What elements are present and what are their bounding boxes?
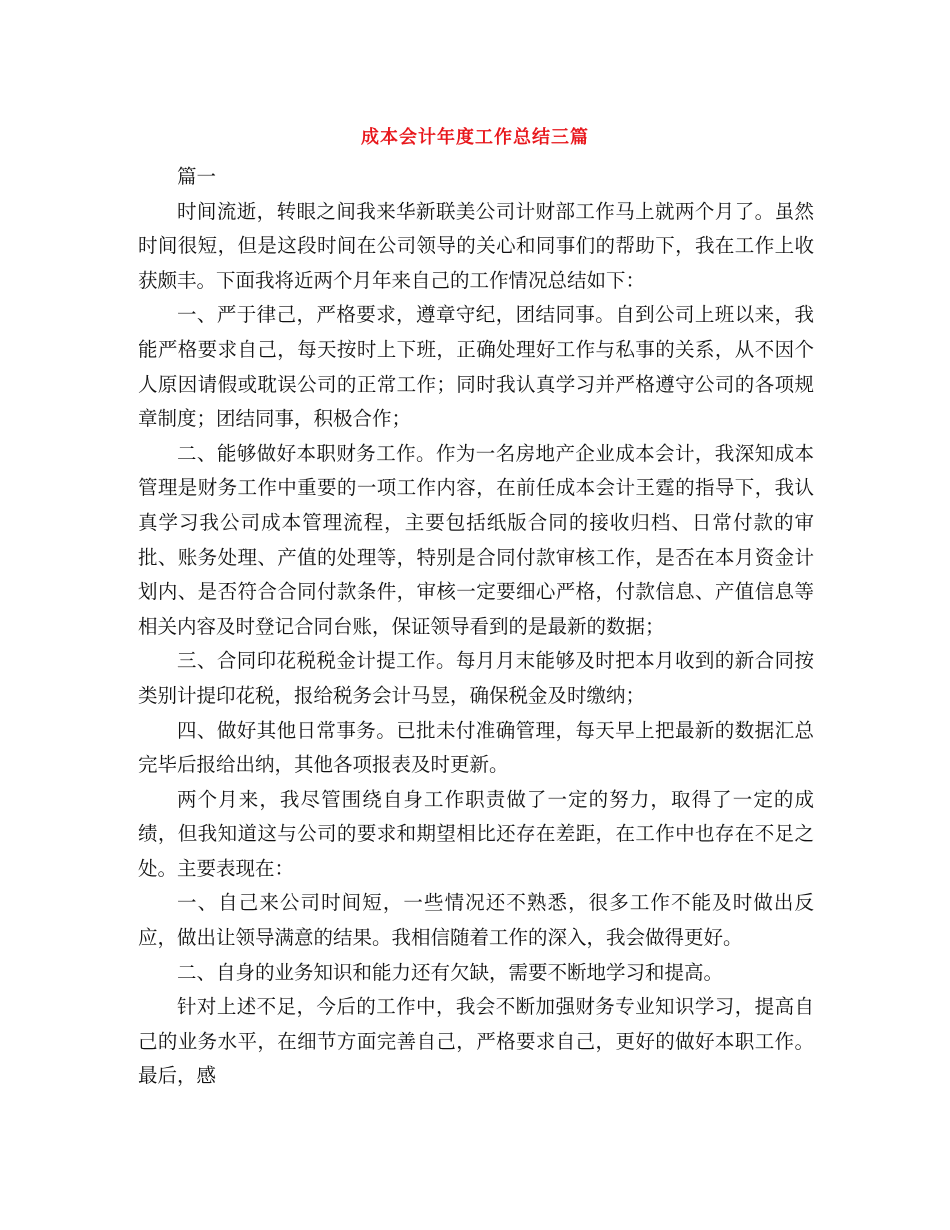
paragraph-item-4: 四、做好其他日常事务。已批未付准确管理，每天早上把最新的数据汇总完毕后报给出纳，其他各项报表及时更新。 [138,718,814,777]
paragraph-intro: 时间流逝，转眼之间我来华新联美公司计财部工作马上就两个月了。虽然时间很短，但是这段时间在公司领导的关心和同事们的帮助下，我在工作上收获颇丰。下面我将近两个月年来自己的工作情况总结如下： [138,199,814,292]
paragraph-shortcoming-1: 一、自己来公司时间短，一些情况还不熟悉，很多工作不能及时做出反应，做出让领导满意的结果。我相信随着工作的深入，我会做得更好。 [138,891,814,950]
document-title: 成本会计年度工作总结三篇 [361,127,589,148]
paragraph-item-3: 三、合同印花税税金计提工作。每月月末能够及时把本月收到的新合同按类别计提印花税，报给税务会计马昱，确保税金及时缴纳； [138,649,814,707]
document-body [138,160,814,1094]
paragraph-item-1: 一、严于律己，严格要求，遵章守纪，团结同事。自到公司上班以来，我能严格要求自己，每天按时上下班，正确处理好工作与私事的关系，从不因个人原因请假或耽误公司的正常工作；同时我认真学习并严格遵守公司的各项规章制度；团结同事，积极合作； [138,303,814,431]
paragraph-shortcoming-2: 二、自身的业务知识和能力还有欠缺，需要不断地学习和提高。 [177,960,724,984]
section-heading: 篇一 [177,165,217,188]
paragraph-summary: 两个月来，我尽管围绕自身工作职责做了一定的努力，取得了一定的成绩，但我知道这与公司的要求和期望相比还存在差距，在工作中也存在不足之处。主要表现在： [138,787,814,880]
paragraph-item-2: 二、能够做好本职财务工作。作为一名房地产企业成本会计，我深知成本管理是财务工作中重要的一项工作内容，在前任成本会计王霆的指导下，我认真学习我公司成本管理流程，主要包括纸版合同的接收归档、日常付款的审批、账务处理、产值的处理等，特别是合同付款审核工作，是否在本月资金计划内、是否符合合同付款条件，审核一定要细心严格，付款信息、产值信息等相关内容及时登记合同台账，保证领导看到的是最新的数据； [138,441,814,638]
paragraph-closing: 针对上述不足，今后的工作中，我会不断加强财务专业知识学习，提高自己的业务水平，在细节方面完善自己，严格要求自己，更好的做好本职工作。最后，感 [138,995,814,1088]
